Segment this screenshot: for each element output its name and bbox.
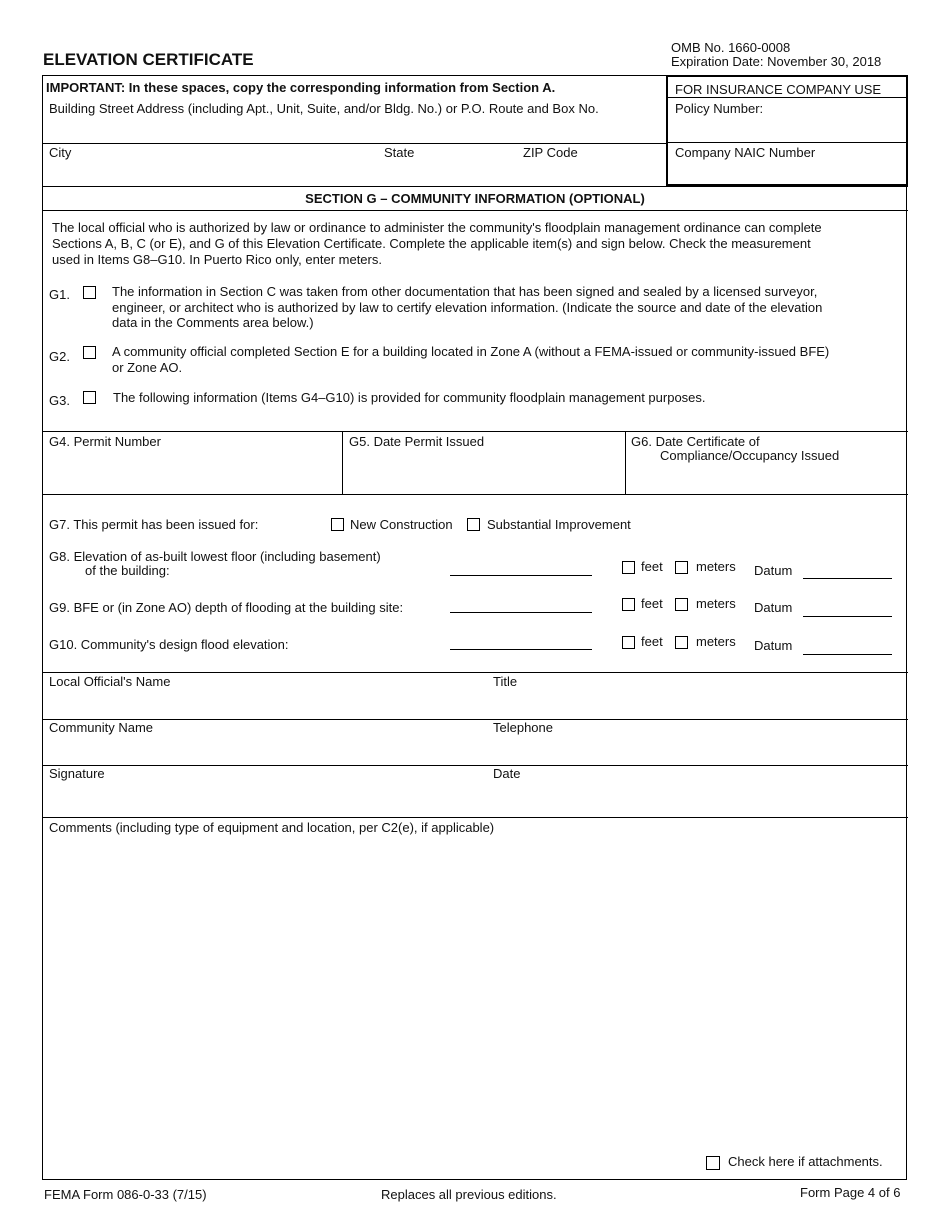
divider bbox=[42, 431, 908, 432]
state-label: State bbox=[384, 145, 415, 160]
g10-design-flood-input[interactable] bbox=[450, 649, 592, 650]
g8-meters-checkbox[interactable] bbox=[675, 561, 688, 574]
g6-date-certificate[interactable]: G6. Date Certificate of bbox=[631, 434, 760, 449]
insurance-use-label: FOR INSURANCE COMPANY USE bbox=[675, 82, 882, 97]
divider bbox=[42, 719, 908, 720]
g9-meters-label: meters bbox=[696, 596, 736, 611]
g7-substantial-improvement-checkbox[interactable] bbox=[467, 518, 480, 531]
g9-meters-checkbox[interactable] bbox=[675, 598, 688, 611]
divider bbox=[42, 765, 908, 766]
g8-feet-checkbox[interactable] bbox=[622, 561, 635, 574]
divider bbox=[666, 142, 908, 143]
signature-field[interactable]: Signature bbox=[49, 766, 105, 781]
naic-number-label[interactable]: Company NAIC Number bbox=[675, 145, 816, 160]
g7-substantial-improvement-label: Substantial Improvement bbox=[487, 517, 631, 532]
g10-datum-input[interactable] bbox=[803, 654, 892, 655]
g1-text-3: data in the Comments area below.) bbox=[112, 315, 314, 330]
official-title-field[interactable]: Title bbox=[493, 674, 518, 689]
g10-label: G10. Community's design flood elevation: bbox=[49, 637, 289, 652]
g10-datum-label: Datum bbox=[754, 638, 793, 653]
omb-number: OMB No. 1660-0008 bbox=[671, 40, 791, 55]
g4-permit-number[interactable]: G4. Permit Number bbox=[49, 434, 161, 449]
g1-text-2: engineer, or architect who is authorized by law to certify elevation information. (Indicate the source and date of the elevation bbox=[112, 300, 823, 315]
g8-label-2: of the building: bbox=[85, 563, 170, 578]
g10-meters-label: meters bbox=[696, 634, 736, 649]
g1-checkbox[interactable] bbox=[83, 286, 96, 299]
policy-number-label[interactable]: Policy Number: bbox=[675, 101, 764, 116]
g8-meters-label: meters bbox=[696, 559, 736, 574]
important-note: IMPORTANT: In these spaces, copy the corresponding information from Section A. bbox=[46, 80, 556, 95]
section-g-title: SECTION G – COMMUNITY INFORMATION (OPTIONAL) bbox=[305, 191, 645, 206]
g5-date-permit-issued[interactable]: G5. Date Permit Issued bbox=[349, 434, 485, 449]
g9-label: G9. BFE or (in Zone AO) depth of flooding at the building site: bbox=[49, 600, 404, 615]
g8-elevation-input[interactable] bbox=[450, 575, 592, 576]
divider bbox=[342, 431, 343, 494]
comments-area[interactable]: Comments (including type of equipment and location, per C2(e), if applicable) bbox=[49, 820, 495, 835]
intro-line-3: used in Items G8–G10. In Puerto Rico only, enter meters. bbox=[52, 252, 382, 267]
g9-feet-label: feet bbox=[641, 596, 663, 611]
divider bbox=[666, 97, 908, 98]
attachments-checkbox[interactable] bbox=[706, 1156, 720, 1170]
divider bbox=[42, 210, 908, 211]
g8-feet-label: feet bbox=[641, 559, 663, 574]
g8-label: G8. Elevation of as-built lowest floor (including basement) bbox=[49, 549, 381, 564]
g8-datum-input[interactable] bbox=[803, 578, 892, 579]
official-name-field[interactable]: Local Official's Name bbox=[49, 674, 171, 689]
g10-feet-label: feet bbox=[641, 634, 663, 649]
g3-checkbox[interactable] bbox=[83, 391, 96, 404]
g3-label: G3. bbox=[49, 393, 70, 408]
divider bbox=[625, 431, 626, 494]
g1-label: G1. bbox=[49, 287, 70, 302]
divider bbox=[42, 143, 666, 144]
g1-text-1: The information in Section C was taken from other documentation that has been signed and sealed by a licensed surveyor, bbox=[112, 284, 818, 299]
g7-new-construction-label: New Construction bbox=[350, 517, 453, 532]
g10-feet-checkbox[interactable] bbox=[622, 636, 635, 649]
attachments-label: Check here if attachments. bbox=[728, 1154, 883, 1169]
g6-date-certificate-2: Compliance/Occupancy Issued bbox=[660, 448, 840, 463]
g2-label: G2. bbox=[49, 349, 70, 364]
g2-text-1: A community official completed Section E for a building located in Zone A (without a FEMA-issued or community-issued BFE) bbox=[112, 344, 830, 359]
date-field[interactable]: Date bbox=[493, 766, 521, 781]
footer-form-number: FEMA Form 086-0-33 (7/15) bbox=[44, 1187, 207, 1202]
g2-text-2: or Zone AO. bbox=[112, 360, 183, 375]
g10-meters-checkbox[interactable] bbox=[675, 636, 688, 649]
g8-datum-label: Datum bbox=[754, 563, 793, 578]
intro-line-1: The local official who is authorized by law or ordinance to administer the community's floodplain management ordinance can complete bbox=[52, 220, 822, 235]
g7-label: G7. This permit has been issued for: bbox=[49, 517, 259, 532]
g9-bfe-input[interactable] bbox=[450, 612, 592, 613]
g3-text: The following information (Items G4–G10) is provided for community floodplain management purposes. bbox=[113, 390, 706, 405]
expiration-date: Expiration Date: November 30, 2018 bbox=[671, 54, 882, 69]
footer-replaces: Replaces all previous editions. bbox=[381, 1187, 557, 1202]
community-name-field[interactable]: Community Name bbox=[49, 720, 154, 735]
divider bbox=[42, 817, 908, 818]
divider bbox=[42, 672, 908, 673]
g2-checkbox[interactable] bbox=[83, 346, 96, 359]
telephone-field[interactable]: Telephone bbox=[493, 720, 553, 735]
address-label: Building Street Address (including Apt., Unit, Suite, and/or Bldg. No.) or P.O. Route and Box No. bbox=[49, 101, 599, 116]
g7-new-construction-checkbox[interactable] bbox=[331, 518, 344, 531]
g9-feet-checkbox[interactable] bbox=[622, 598, 635, 611]
city-label: City bbox=[49, 145, 72, 160]
form-title: ELEVATION CERTIFICATE bbox=[43, 50, 254, 69]
g9-datum-input[interactable] bbox=[803, 616, 892, 617]
divider bbox=[42, 186, 908, 187]
intro-line-2: Sections A, B, C (or E), and G of this Elevation Certificate. Complete the applicable item(s) and sign below. Check the measurement bbox=[52, 236, 811, 251]
divider bbox=[42, 494, 908, 495]
g9-datum-label: Datum bbox=[754, 600, 793, 615]
footer-page-number: Form Page 4 of 6 bbox=[800, 1185, 901, 1200]
zip-label: ZIP Code bbox=[523, 145, 578, 160]
